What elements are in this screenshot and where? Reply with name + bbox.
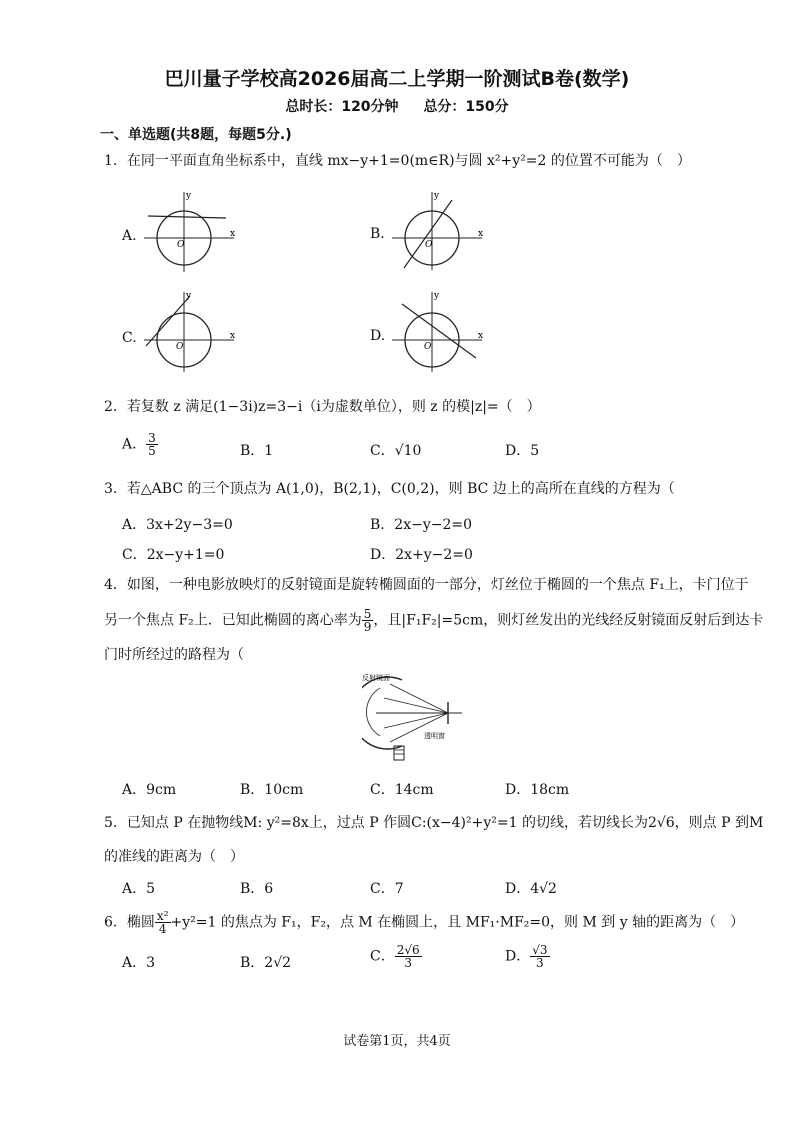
q6-suffix: +y²=1 的焦点为 F₁，F₂，点 M 在椭圆上，且 MF₁·MF₂=0，则 M 到 y 轴的距离为（ ） [170, 914, 745, 931]
q4-option-a: A．9cm [122, 782, 177, 798]
q1-fig-c-y-label: y [186, 291, 192, 301]
q1-fig-b-origin: O [425, 240, 433, 250]
q2-option-b: B．1 [240, 443, 274, 459]
q1-fig-b-y-label: y [434, 191, 440, 201]
q1-option-a-label: A. [122, 228, 137, 244]
q1-option-c-label: C. [122, 330, 137, 346]
q3-option-a: A．3x+2y−3=0 [122, 517, 233, 533]
q4-option-d: D．18cm [505, 782, 570, 798]
q5-option-d: D．4√2 [505, 881, 557, 897]
exam-duration: 总时长：120分钟 [285, 99, 399, 115]
q1-option-d-label: D. [370, 328, 386, 344]
question-3-text: 3．若△ABC 的三个顶点为 A(1,0)，B(2,1)，C(0,2)，则 BC 边上的高所在直线的方程为（ [104, 481, 675, 497]
page-title: 巴川量子学校高2026届高二上学期一阶测试B卷(数学) [164, 68, 630, 90]
q3-option-b: B．2x−y−2=0 [370, 517, 473, 533]
q4-option-b: B．10cm [240, 782, 304, 798]
q1-option-b-label: B. [370, 226, 385, 242]
q5-option-a: A．5 [122, 881, 156, 897]
q4-option-c: C．14cm [370, 782, 434, 798]
question-1-text: 1．在同一平面直角坐标系中，直线 mx−y+1=0(m∈R)与圆 x²+y²=2 的位置不可能为（ ） [104, 153, 691, 169]
question-4-line2 [104, 608, 763, 633]
q2-option-a [122, 432, 158, 457]
q6-option-c [370, 944, 422, 969]
exam-score: 总分：150分 [423, 99, 509, 115]
q1-fig-d-origin: O [424, 342, 432, 352]
question-4-line1: 4．如图，一种电影放映灯的反射镜面是旋转椭圆面的一部分，灯丝位于椭圆的一个焦点 F₁上，卡门位于 [104, 577, 749, 593]
q1-figure-b [388, 188, 488, 274]
q1-fig-a-x-label: x [230, 229, 236, 239]
q1-fig-d-y-label: y [434, 291, 440, 301]
q6-option-d [505, 944, 550, 969]
q3-option-c: C．2x−y+1=0 [122, 547, 225, 563]
q2-option-d: D．5 [505, 443, 540, 459]
q4-figure-lamp [362, 670, 472, 770]
q6-option-d-fraction: $\frac{√3}{3}$ [532, 943, 548, 970]
question-4-line3: 门时所经过的路程为（ [104, 647, 244, 663]
q6-option-d-label: D． [505, 948, 531, 965]
q4-fig-reflector-label: 反射镜面 [362, 674, 390, 682]
q1-fig-a-origin: O [177, 240, 185, 250]
question-2-text: 2．若复数 z 满足(1−3i)z=3−i（i为虚数单位），则 z 的模|z|=（ ） [104, 399, 541, 415]
q4-fig-gate-label: 透明窗 [424, 732, 445, 740]
q1-fig-a-y-label: y [186, 191, 192, 201]
q6-option-a: A．3 [122, 955, 156, 971]
q1-figure-a [140, 186, 240, 276]
page-footer: 试卷第1页，共4页 [343, 1034, 451, 1049]
q4-line2-start: 另一个焦点 F₂上．已知此椭圆的离心率为 [104, 612, 362, 629]
q1-fig-d-x-label: x [478, 331, 484, 341]
q6-option-b: B．2√2 [240, 955, 292, 971]
q6-prefix: 6．椭圆 [104, 914, 155, 931]
q1-figure-d [388, 288, 488, 376]
q2-option-a-fraction: $\frac{3}{5}$ [148, 431, 156, 458]
section-heading: 一、单选题(共8题，每题5分.) [100, 127, 292, 143]
q4-line2-end: ，且|F₁F₂|=5cm，则灯丝发出的光线经反射镜面反射后到达卡 [373, 612, 764, 629]
q6-option-c-fraction: $\frac{2√6}{3}$ [396, 943, 420, 970]
q3-option-d: D．2x+y−2=0 [370, 547, 473, 563]
q2-option-a-label: A． [122, 436, 147, 453]
q6-ellipse-fraction: $\frac{\text{x²}}{4}$ [156, 909, 169, 936]
q5-option-c: C．7 [370, 881, 404, 897]
q1-fig-c-x-label: x [230, 331, 236, 341]
exam-meta [0, 96, 794, 116]
q1-fig-c-origin: O [176, 342, 184, 352]
q1-fig-b-x-label: x [478, 229, 484, 239]
question-5-line1: 5．已知点 P 在抛物线M: y²=8x上，过点 P 作圆C:(x−4)²+y²=1 的切线，若切线长为2√6，则点 P 到M [104, 815, 764, 831]
question-5-line2: 的准线的距离为（ ） [104, 849, 244, 865]
q6-option-c-label: C． [370, 948, 395, 965]
question-6-text [104, 910, 744, 935]
q2-option-c: C．√10 [370, 443, 422, 459]
q5-option-b: B．6 [240, 881, 274, 897]
q1-figure-c [140, 288, 240, 376]
q4-eccentricity-fraction: $\frac{5}{9}$ [363, 607, 372, 634]
